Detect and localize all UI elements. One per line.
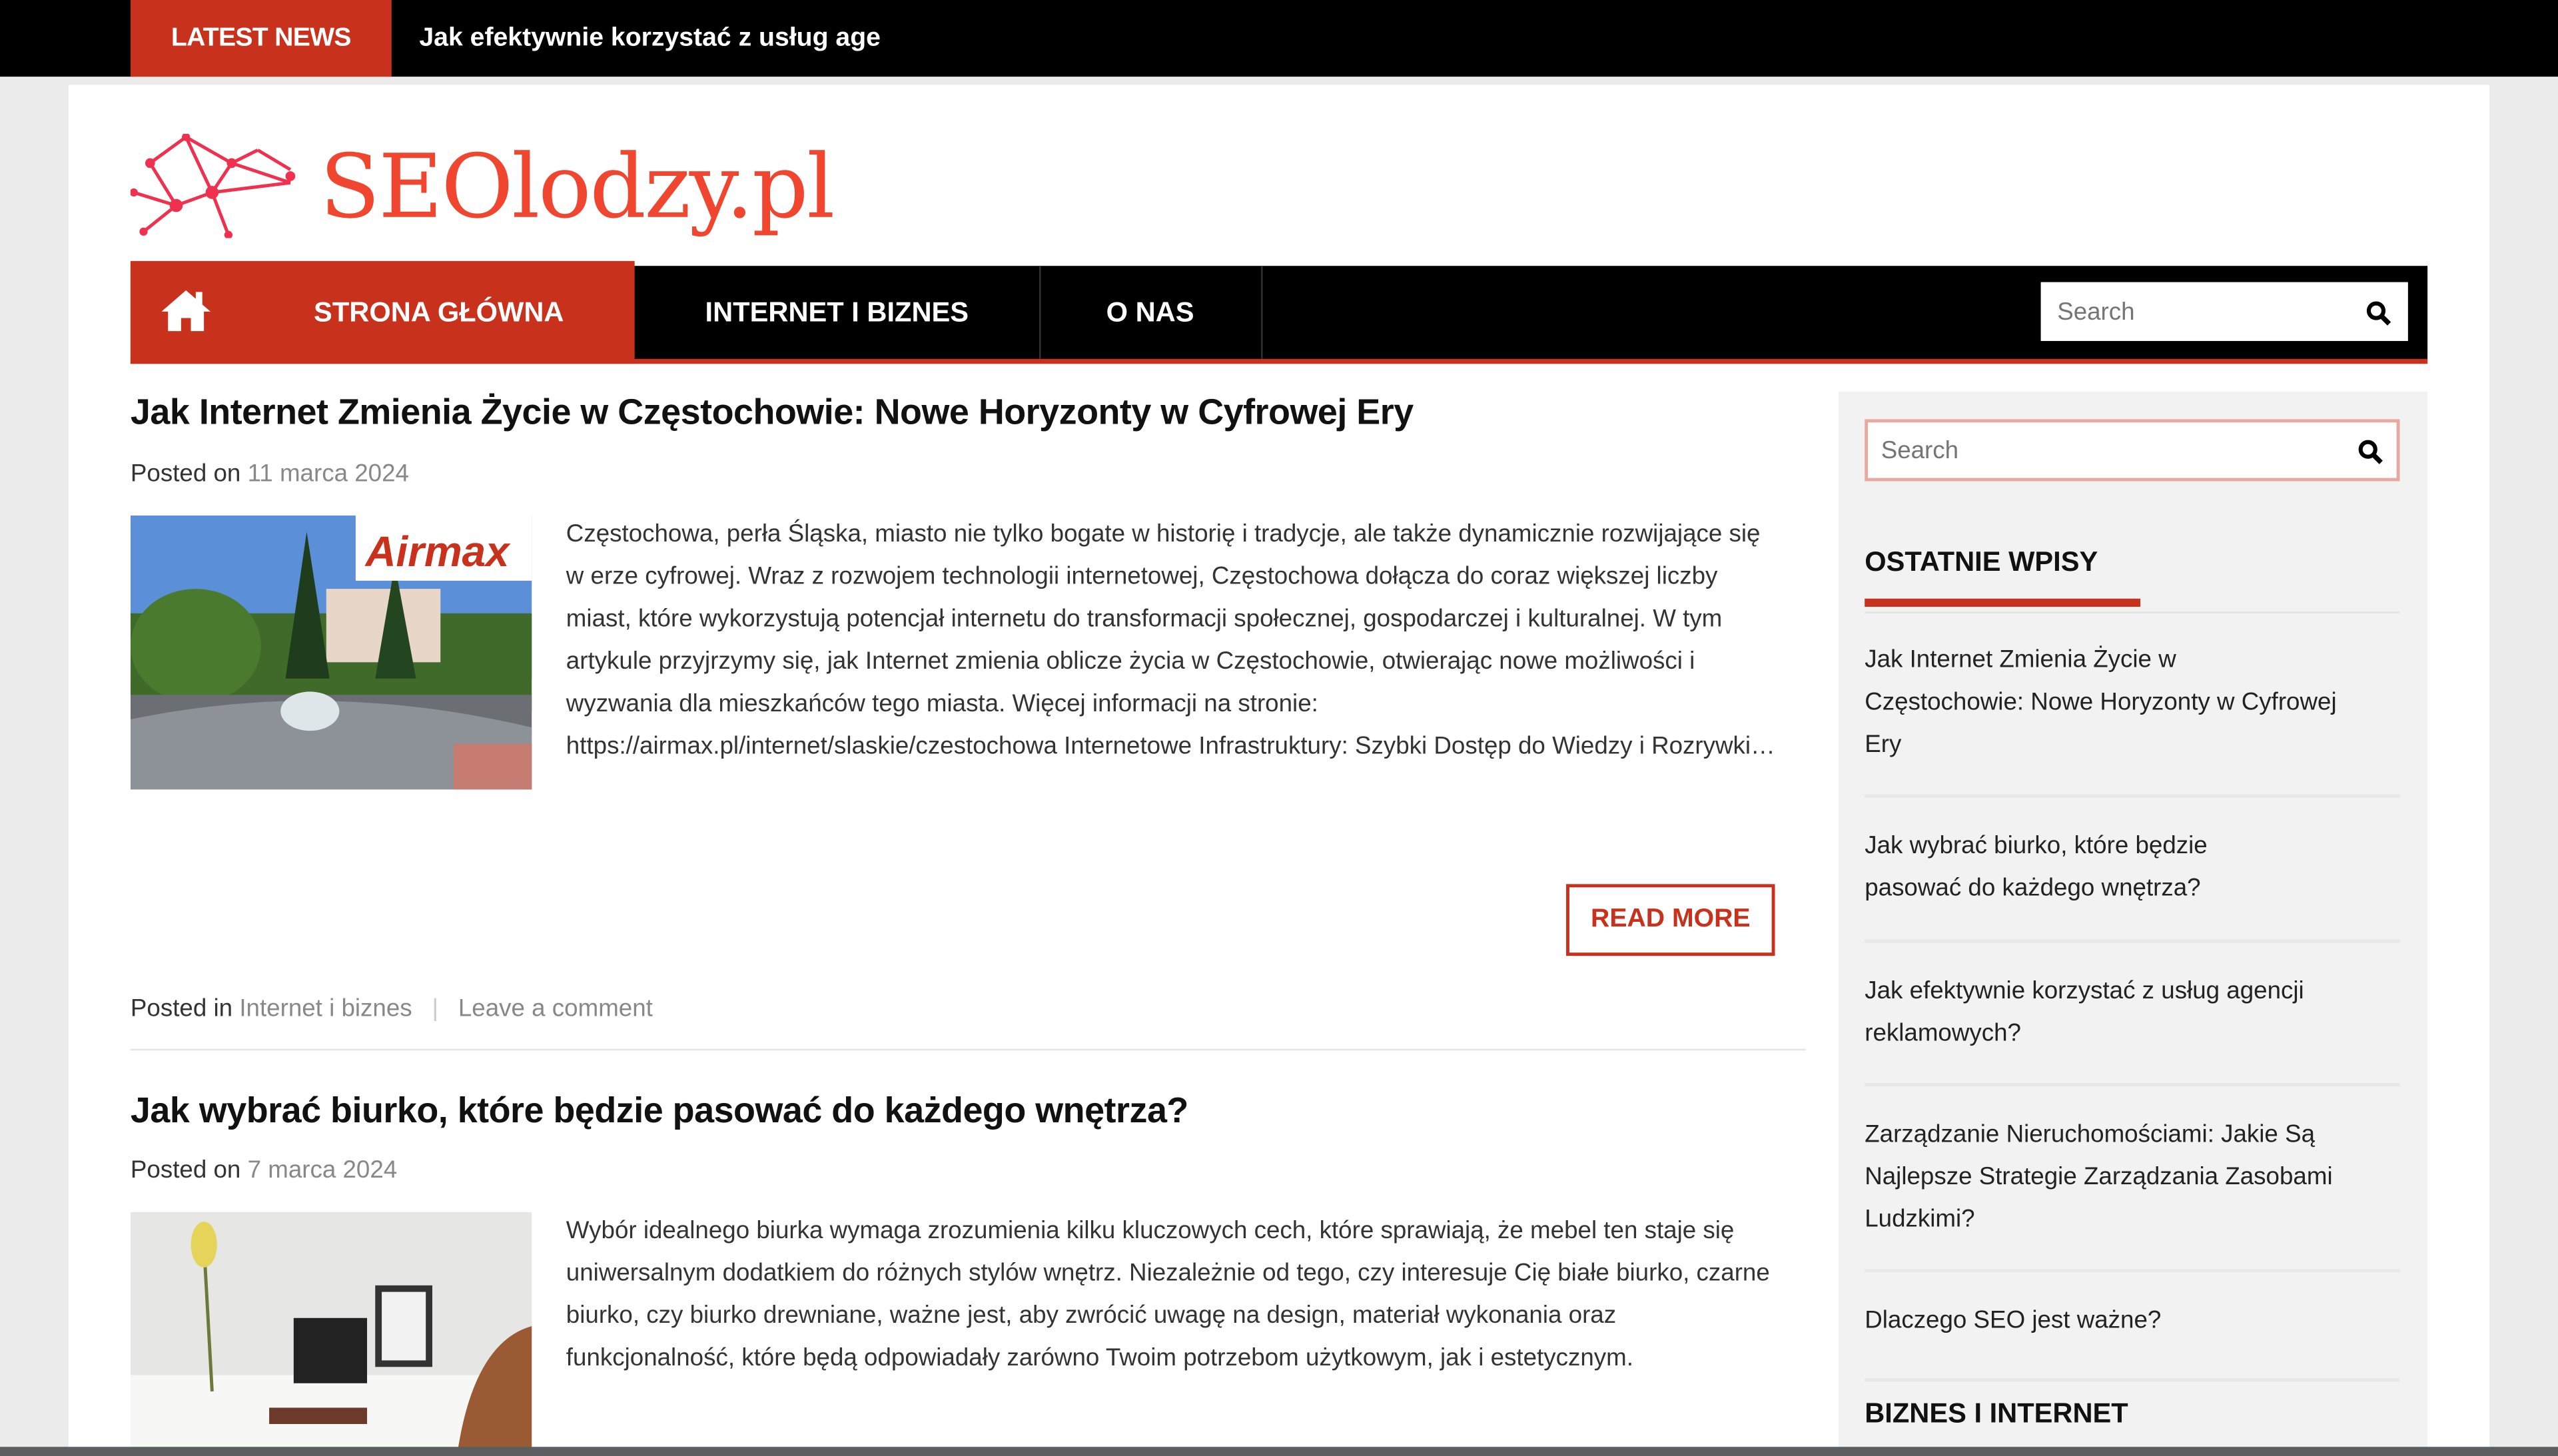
post-date-link[interactable]: 11 marca 2024 (247, 460, 409, 488)
category-link[interactable]: Internet i biznes (239, 994, 412, 1023)
nav-item-strona-glowna[interactable]: STRONA GŁÓWNA (314, 296, 564, 328)
list-divider (1865, 795, 2399, 798)
nav-divider (1261, 266, 1262, 359)
nav-item-internet-i-biznes[interactable]: INTERNET I BIZNES (705, 296, 969, 328)
post-footer (131, 995, 653, 1023)
post-title[interactable]: Jak Internet Zmienia Życie w Częstochowie: Nowe Horyzonty w Cyfrowej Ery (130, 391, 1414, 432)
recent-post-link[interactable]: Jak Internet Zmienia Życie w Częstochowie: Nowe Horyzonty w Cyfrowej Ery (1865, 645, 2337, 759)
post-meta (131, 1156, 397, 1184)
recent-post-link[interactable]: Dlaczego SEO jest ważne? (1865, 1306, 2162, 1335)
recent-post-link[interactable]: Jak wybrać biurko, które będzie pasować do każdego wnętrza? (1865, 831, 2208, 903)
list-divider (1865, 1269, 2399, 1272)
desk-image (131, 1212, 532, 1456)
home-icon[interactable] (160, 287, 212, 333)
heading-rule (1865, 611, 2399, 613)
sidebar-search (1865, 419, 2399, 481)
recent-post-link[interactable]: Zarządzanie Nieruchomościami: Jakie Są Najlepsze Strategie Zarządzania Zasobami Ludzkimi? (1865, 1120, 2333, 1234)
sidebar-search-input[interactable] (1868, 422, 2396, 478)
search-icon[interactable] (2365, 300, 2391, 326)
main-nav (131, 266, 2427, 364)
post-date-link[interactable]: 7 marca 2024 (247, 1156, 398, 1184)
network-logo-icon (131, 134, 297, 238)
sidebar-section-heading: BIZNES I INTERNET (1865, 1397, 2128, 1429)
site-logo[interactable] (131, 134, 833, 238)
posted-in-label: Posted in (130, 994, 233, 1023)
post-thumbnail[interactable] (131, 1212, 532, 1456)
post-title[interactable]: Jak wybrać biurko, które będzie pasować do każdego wnętrza? (130, 1089, 1188, 1131)
news-ticker-link[interactable]: Jak efektywnie korzystać z usług age (419, 24, 881, 53)
nav-search-input[interactable] (2044, 286, 2405, 338)
recent-posts-heading: OSTATNIE WPISY (1865, 546, 2098, 577)
list-divider (1865, 1083, 2399, 1086)
read-more-button[interactable]: READ MORE (1566, 884, 1775, 956)
search-icon[interactable] (2357, 439, 2383, 465)
list-divider (1865, 1378, 2399, 1381)
nav-item-o-nas[interactable]: O NAS (1106, 296, 1194, 328)
posted-on-label: Posted on (130, 1156, 241, 1184)
leave-comment-link[interactable]: Leave a comment (458, 994, 653, 1023)
post-excerpt: Wybór idealnego biurka wymaga zrozumienia kilku kluczowych cech, które sprawiają, że mebel ten staje się uniwersalnym dodatkiem do różnych stylów wnętrz. Niezależnie od tego, czy interesuje Cię białe biurko, czarne biurko, czy biurko drewniane, ważne jest, aby zwrócić uwagę na design, materiał wykonania oraz funkcjonalność, które będą odpowiadały zarówno Twoim potrzebom użytkowym, jak i estetycznym. (566, 1216, 1770, 1372)
latest-news-label: LATEST NEWS (131, 0, 392, 77)
posted-on-label: Posted on (130, 460, 241, 488)
airmax-logo: Airmax (356, 516, 532, 581)
bottom-edge (0, 1447, 2558, 1456)
post-meta (131, 460, 409, 488)
post-divider (131, 1049, 1806, 1050)
post-thumbnail[interactable] (131, 516, 532, 789)
post-excerpt: Częstochowa, perła Śląska, miasto nie tylko bogate w historię i tradycje, ale także dynamicznie rozwijające się w erze cyfrowej. Wraz z rozwojem technologii internetowej, Częstochowa dołącza do coraz większej liczby miast, które wykorzystują potencjał internetu do transformacji społecznej, gospodarczej i kulturalnej. W tym artykule przyjrzymy się, jak Internet zmienia oblicze życia w Częstochowie, otwierając nowe możliwości i wyzwania dla mieszkańców tego miasta. Więcej informacji na stronie: https://airmax.pl/internet/slaskie/czestochowa Internetowe Infrastruktury: Szybki Dostęp do Wiedzy i Rozrywki… (566, 520, 1775, 761)
nav-search (2041, 282, 2408, 341)
list-divider (1865, 940, 2399, 943)
heading-underline (1865, 599, 2140, 607)
recent-post-link[interactable]: Jak efektywnie korzystać z usług agencji reklamowych? (1865, 976, 2304, 1048)
meta-separator: | (432, 994, 439, 1023)
site-logo-text: SEOlodzy.pl (320, 135, 834, 238)
